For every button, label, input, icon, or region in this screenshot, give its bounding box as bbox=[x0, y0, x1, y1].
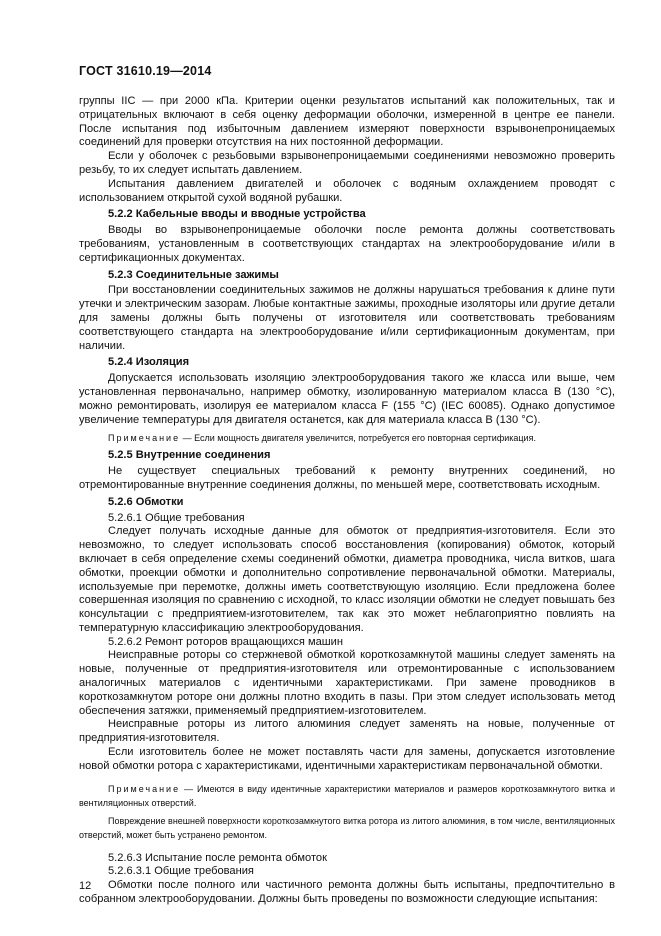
note bbox=[79, 431, 615, 445]
paragraph: Неисправные роторы из литого алюминия следует заменять на новые, полученные от предприятия-изготовителя. bbox=[79, 718, 615, 745]
paragraph: Испытания давлением двигателей и оболочек с водяным охлаждением проводят с использованием открытой сухой водяной рубашки. bbox=[79, 177, 615, 204]
paragraph: При восстановлении соединительных зажимов не должны нарушаться требования к длине пути утечки и электрическим зазорам. Любые контактные зажимы, проходные изоляторы или другие детали для замены должны быть получены от изготовителя или соответствовать требованиям соответствующего стандарта на электрооборудование и/или сертификационным документам, при наличии. bbox=[79, 284, 615, 352]
paragraph: Если изготовитель более не может поставлять части для замены, допускается изготовление новой обмотки ротора с характеристиками, идентичными характеристикам первоначальной обмотки. bbox=[79, 746, 615, 772]
paragraph: группы IIC — при 2000 кПа. Критерии оценки результатов испытаний как положительных, так и отрицательных включают в себя оценку деформации оболочки, измеренной в центре ее панели. После испытания под избыточным давлением измеряют поверхности взрывонепроницаемых соединений для проверки отсутствия на них постоянной деформации. bbox=[79, 95, 615, 149]
paragraph: Если у оболочек с резьбовыми взрывонепроницаемыми соединениями невозможно проверить резьбу, то их следует испытать давлением. bbox=[79, 150, 615, 176]
section-heading-5-2-4: 5.2.4 Изоляция bbox=[108, 356, 190, 369]
paragraph: Неисправные роторы со стержневой обмоткой короткозамкнутой машины следует заменять на новые, полученные от предприятия-изготовителя или отремонтированные с использованием аналогичных материалов с идентичными характеристиками. При замене проводников в короткозамкнутом роторе они должны плотно входить в пазы. При этом следует использовать метод обеспечения затяжки, применяемый предприятием-изготовителем. bbox=[79, 649, 615, 717]
page-number: 12 bbox=[79, 880, 92, 892]
note-text: — Имеются в виду идентичные характеристики материалов и размеров короткозамкнутого витка и вентиляционных отверстий. bbox=[79, 783, 615, 808]
paragraph: Вводы во взрывонепроницаемые оболочки после ремонта должны соответствовать требованиям, установленным в соответствующих стандартах на электрооборудование и/или в сертификационных документах. bbox=[79, 224, 615, 264]
note-label: Примечание bbox=[108, 433, 181, 444]
note-label: Примечание bbox=[108, 783, 181, 794]
note-text: — Если мощность двигателя увеличится, потребуется его повторная сертификация. bbox=[182, 433, 536, 444]
section-heading-5-2-6: 5.2.6 Обмотки bbox=[108, 495, 184, 508]
paragraph: Не существует специальных требований к ремонту внутренних соединений, но отремонтированные внутренние соединения должны, по меньшей мере, соответствовать исходным. bbox=[79, 465, 615, 491]
section-heading-5-2-3: 5.2.3 Соединительные зажимы bbox=[108, 268, 279, 281]
document-body bbox=[79, 95, 615, 907]
paragraph: Допускается использовать изоляцию электрооборудования такого же класса или выше, чем установленная первоначально, например обмотку, изолированную материалом класса В (130 °С), можно ремонтировать, изолируя ее материалом класса F (155 °С) (IEC 60085). Однако допустимое увеличение температуры для двигателя останется, как для материала класса В (130 °С). bbox=[79, 372, 615, 426]
subsection-heading-5-2-6-3: 5.2.6.3 Испытание после ремонта обмоток bbox=[108, 851, 327, 864]
section-heading-5-2-5: 5.2.5 Внутренние соединения bbox=[108, 449, 271, 462]
document-header: ГОСТ 31610.19—2014 bbox=[79, 64, 212, 78]
section-heading-5-2-2: 5.2.2 Кабельные вводы и вводные устройства bbox=[108, 208, 366, 221]
note bbox=[79, 782, 615, 810]
note-continuation: Повреждение внешней поверхности короткозамкнутого витка ротора из литого алюминия, в том числе, вентиляционных отверстий, может быть устранено ремонтом. bbox=[79, 815, 615, 840]
subsection-heading-5-2-6-1: 5.2.6.1 Общие требования bbox=[108, 511, 245, 524]
subsection-heading-5-2-6-2: 5.2.6.2 Ремонт роторов вращающихся машин bbox=[108, 635, 343, 648]
subsection-heading-5-2-6-3-1: 5.2.6.3.1 Общие требования bbox=[108, 865, 254, 878]
paragraph: Обмотки после полного или частичного ремонта должны быть испытаны, предпочтительно в собранном электрооборудовании. Должны быть проведены по возможности следующие испытания: bbox=[79, 879, 615, 906]
paragraph: Следует получать исходные данные для обмоток от предприятия-изготовителя. Если это невозможно, то следует использовать способ восстановления (копирования) обмоток, который включает в себя определение схемы соединений обмотки, диаметра проводника, числа витков, шага обмотки, проекции обмотки и дополнительно сопротивление первоначальной обмотки. Материалы, используемые при перемотке, должны иметь соответствующую изоляцию. Если предложена более совершенная изоляция по сравнению с исходной, то класс изоляции обмотки не следует повышать без консультации с предприятием-изготовителем, так как это может неблагоприятно повлиять на температурную классификацию электрооборудования. bbox=[79, 525, 615, 634]
